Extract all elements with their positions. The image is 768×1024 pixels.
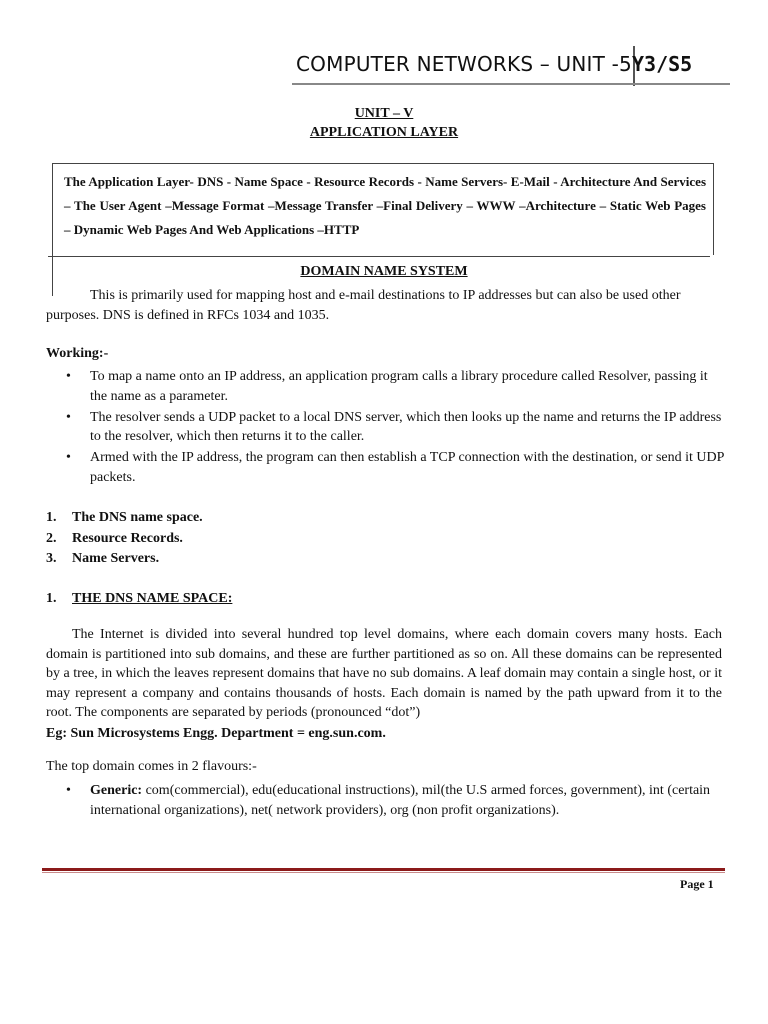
header-rule bbox=[292, 83, 730, 85]
dns-heading: DOMAIN NAME SYSTEM bbox=[300, 264, 468, 279]
list-item-text: Name Servers. bbox=[72, 551, 160, 566]
unit-title: UNIT – V bbox=[354, 106, 414, 121]
list-item bbox=[46, 549, 203, 570]
list-item bbox=[46, 448, 726, 487]
section-title: THE DNS NAME SPACE: bbox=[72, 591, 233, 606]
list-item-text: To map a name onto an IP address, an application program calls a library procedure called Resolver, passing it the name as a parameter. bbox=[90, 369, 708, 404]
syllabus-box-right-border bbox=[713, 163, 714, 255]
section-heading bbox=[46, 591, 232, 607]
flavours-list bbox=[46, 781, 722, 822]
header-tag: Y3/S5 bbox=[632, 52, 693, 76]
example-line: Eg: Sun Microsystems Engg. Department = eng.sun.com. bbox=[46, 726, 386, 741]
page-number: Page 1 bbox=[680, 877, 714, 891]
header-title: COMPUTER NETWORKS – UNIT -5 bbox=[296, 52, 632, 76]
working-label: Working:- bbox=[46, 346, 109, 361]
syllabus-box-bottom-border bbox=[48, 256, 710, 257]
syllabus-box-top-border bbox=[52, 163, 714, 164]
list-number: 1. bbox=[46, 510, 57, 525]
bullet-icon: • bbox=[66, 409, 71, 425]
list-item bbox=[46, 508, 203, 529]
flavours-intro: The top domain comes in 2 flavours:- bbox=[46, 759, 257, 774]
list-item-text: The resolver sends a UDP packet to a local DNS server, which then looks up the name and returns the IP address to the resolver, which then returns it to the caller. bbox=[90, 409, 722, 444]
footer-rule bbox=[42, 868, 725, 871]
list-item bbox=[46, 367, 726, 406]
list-item bbox=[46, 781, 722, 820]
generic-label: Generic: bbox=[90, 783, 143, 798]
list-number: 3. bbox=[46, 551, 57, 566]
list-item bbox=[46, 408, 726, 447]
bullet-icon: • bbox=[66, 450, 71, 465]
list-item-text: Resource Records. bbox=[72, 530, 183, 546]
topics-list bbox=[46, 508, 203, 570]
layer-title: APPLICATION LAYER bbox=[309, 125, 459, 140]
footer-rule-thin bbox=[42, 872, 725, 873]
list-item-text: Armed with the IP address, the program can then establish a TCP connection with the destination, or send it UDP packets. bbox=[90, 450, 724, 485]
bullet-icon: • bbox=[66, 783, 71, 798]
working-list bbox=[46, 367, 726, 489]
list-item-text: The DNS name space. bbox=[72, 510, 203, 525]
intro-paragraph: This is primarily used for mapping host and e-mail destinations to IP addresses but can also be used other purposes. DNS is defined in RFCs 1034 and 1035. bbox=[46, 288, 681, 323]
list-item bbox=[46, 529, 203, 550]
bullet-icon: • bbox=[66, 369, 71, 384]
list-number: 2. bbox=[46, 530, 57, 546]
section-number: 1. bbox=[46, 591, 57, 606]
generic-text: com(commercial), edu(educational instructions), mil(the U.S armed forces, government), int (certain international organizations), net( network providers), org (non profit organizations). bbox=[90, 783, 711, 818]
syllabus-box-text: The Application Layer- DNS - Name Space - Resource Records - Name Servers- E-Mail - Architecture And Services – The User Agent –Message Format –Message Transfer –Final Delivery – WWW –Architecture – Static Web Pages – Dynamic Web Pages And Web Applications –HTTP bbox=[64, 174, 706, 237]
section-paragraph: The Internet is divided into several hundred top level domains, where each domain covers many hosts. Each domain is partitioned into sub domains, and these are further partitioned as so on. All these domains can be represented by a tree, in which the leaves represent domains that have no sub domains. A leaf domain may contain a single host, or it may represent a company and contains thousands of hosts. Each domain is named by the path upward from it to the root. The components are separated by periods (pronounced “dot”) bbox=[46, 627, 722, 721]
